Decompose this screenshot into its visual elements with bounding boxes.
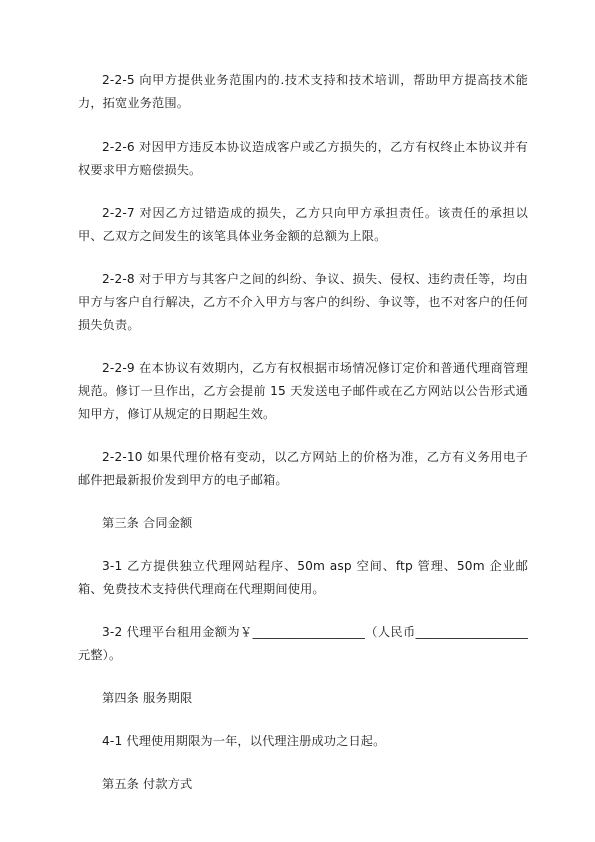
document-body <box>78 69 528 816</box>
clause-2-2-8: 2-2-8 对于甲方与其客户之间的纠纷、争议、损失、侵权、违约责任等，均由甲方与客户自行解决，乙方不介入甲方与客户的纠纷、争议等，也不对客户的任何损失负责。 <box>78 272 528 332</box>
clause-2-2-6: 2-2-6 对因甲方违反本协议造成客户或乙方损失的，乙方有权终止本协议并有权要求甲方赔偿损失。 <box>78 140 528 177</box>
clause-3-2: 3-2 代理平台租用金额为￥__________________（人民币__________________元整）。 <box>78 625 528 662</box>
clause-2-2-10: 2-2-10 如果代理价格有变动，以乙方网站上的价格为准，乙方有义务用电子邮件把最新报价发到甲方的电子邮箱。 <box>78 450 528 487</box>
article-3-heading: 第三条 合同金额 <box>102 516 193 530</box>
clause-2-2-5: 2-2-5 向甲方提供业务范围内的.技术支持和技术培训，帮助甲方提高技术能力，拓宽业务范围。 <box>78 73 528 110</box>
clause-3-1: 3-1 乙方提供独立代理网站程序、50m asp 空间、ftp 管理、50m 企业邮箱、免费技术支持供代理商在代理期间使用。 <box>78 559 528 596</box>
article-4-heading: 第四条 服务期限 <box>102 691 193 705</box>
article-5-heading: 第五条 付款方式 <box>102 777 193 791</box>
clause-2-2-7: 2-2-7 对因乙方过错造成的损失，乙方只向甲方承担责任。该责任的承担以甲、乙双方之间发生的该笔具体业务金额的总额为上限。 <box>78 206 528 243</box>
clause-2-2-9: 2-2-9 在本协议有效期内，乙方有权根据市场情况修订定价和普通代理商管理规范。修订一旦作出，乙方会提前 15 天发送电子邮件或在乙方网站以公告形式通知甲方，修订从规定的日期起生效。 <box>78 361 528 421</box>
clause-4-1: 4-1 代理使用期限为一年，以代理注册成功之日起。 <box>102 734 386 748</box>
